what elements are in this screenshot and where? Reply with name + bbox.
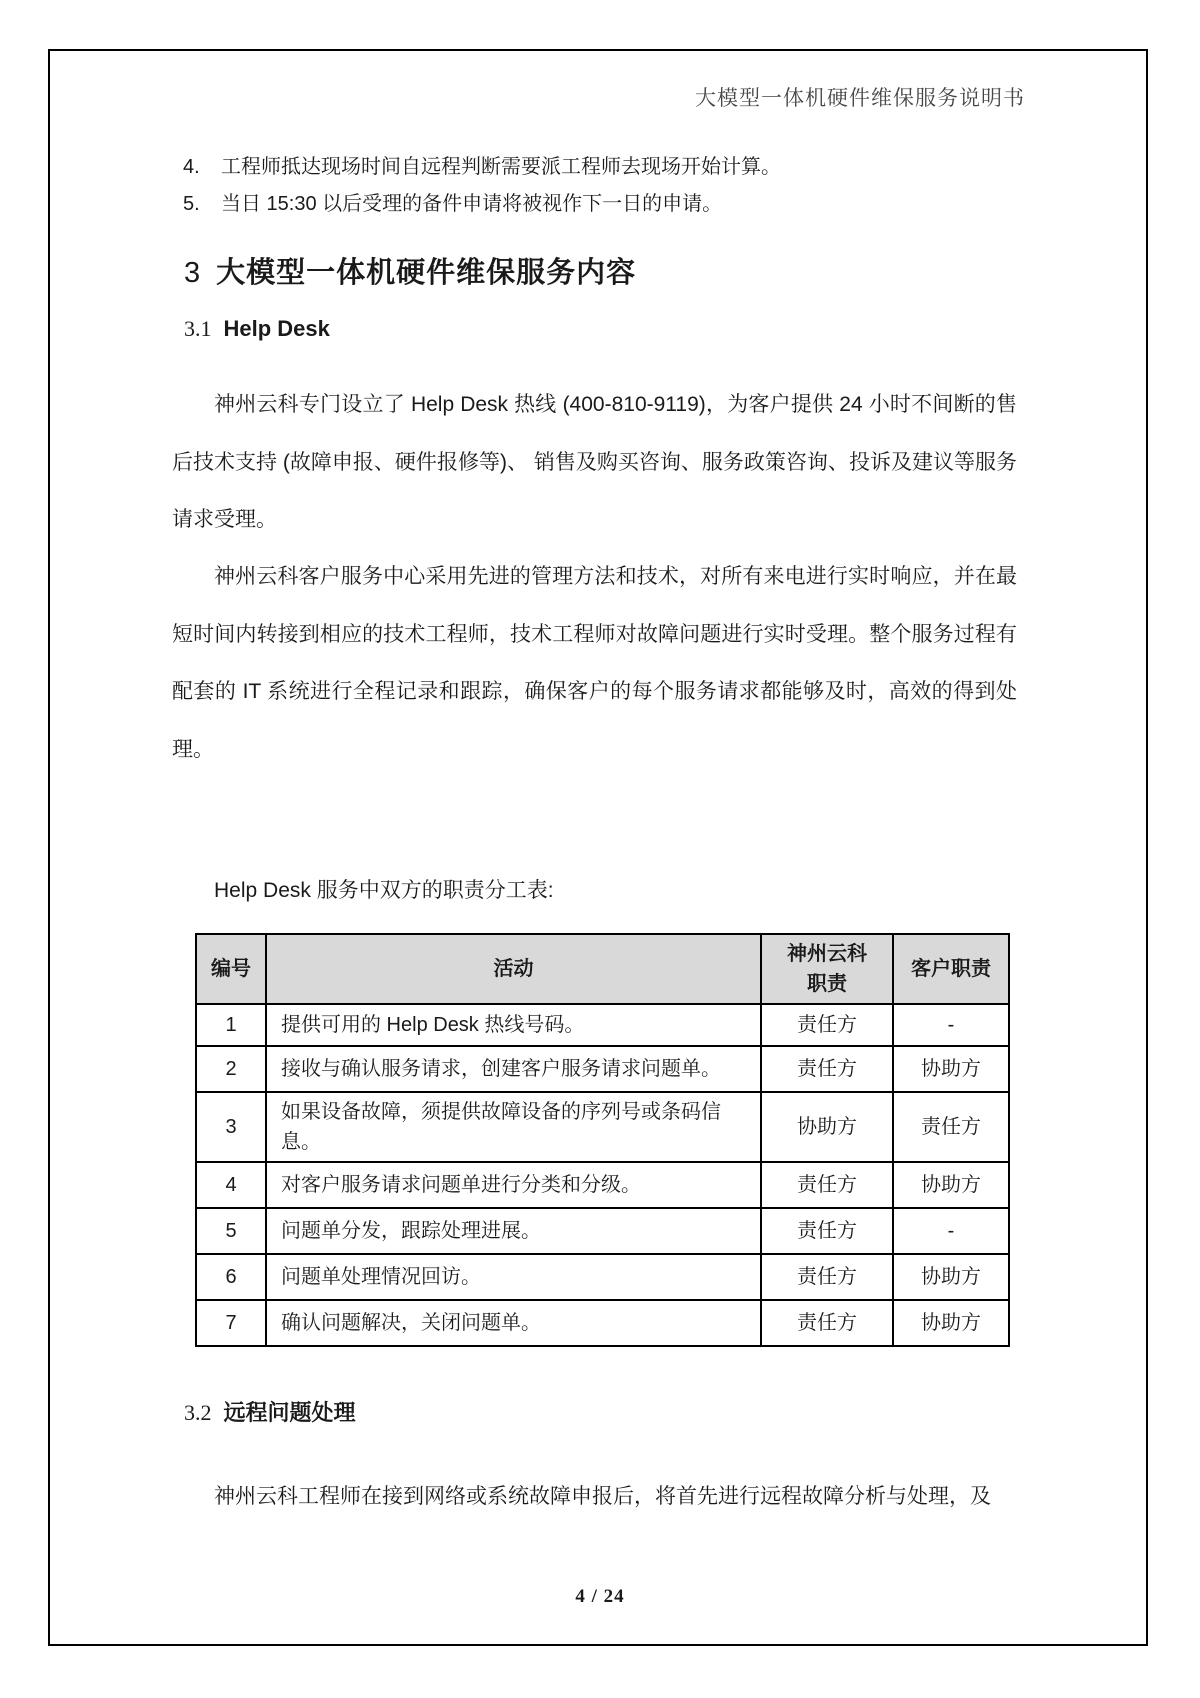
col-header-dk-duty xyxy=(761,934,893,1004)
cell-number: 1 xyxy=(196,1004,266,1046)
cell-number: 5 xyxy=(196,1208,266,1254)
cell-customer-duty: 协助方 xyxy=(893,1046,1009,1092)
paragraph-remote-handling: 神州云科工程师在接到网络或系统故障申报后，将首先进行远程故障分析与处理，及 xyxy=(214,1485,991,1508)
subsection-3-1-number: 3.1 xyxy=(184,316,212,341)
cell-number: 2 xyxy=(196,1046,266,1092)
cell-dk-duty: 责任方 xyxy=(761,1208,893,1254)
col-header-activity: 活动 xyxy=(266,934,761,1004)
section-3-number: 3 xyxy=(184,257,201,289)
table-row xyxy=(196,1092,1009,1162)
cell-activity: 问题单处理情况回访。 xyxy=(266,1254,761,1300)
cell-customer-duty: - xyxy=(893,1208,1009,1254)
list-item-5-number: 5. xyxy=(183,193,200,215)
list-item-5 xyxy=(183,187,1013,216)
table-row xyxy=(196,1254,1009,1300)
col-header-dk-duty-line2: 职责 xyxy=(807,973,847,995)
section-heading-3 xyxy=(184,250,636,291)
list-item-4 xyxy=(183,150,1013,179)
cell-dk-duty: 协助方 xyxy=(761,1092,893,1162)
cell-dk-duty: 责任方 xyxy=(761,1254,893,1300)
table-row xyxy=(196,1046,1009,1092)
cell-customer-duty: 协助方 xyxy=(893,1162,1009,1208)
subsection-heading-3-1 xyxy=(184,316,330,342)
document-header-title: 大模型一体机硬件维保服务说明书 xyxy=(695,86,1025,110)
cell-activity: 确认问题解决，关闭问题单。 xyxy=(266,1300,761,1346)
col-header-dk-duty-line1: 神州云科 xyxy=(787,943,867,965)
cell-number: 3 xyxy=(196,1092,266,1162)
subsection-3-2-number: 3.2 xyxy=(184,1400,212,1425)
cell-dk-duty: 责任方 xyxy=(761,1004,893,1046)
cell-activity: 接收与确认服务请求，创建客户服务请求问题单。 xyxy=(266,1046,761,1092)
cell-number: 7 xyxy=(196,1300,266,1346)
cell-dk-duty: 责任方 xyxy=(761,1046,893,1092)
cell-customer-duty: 协助方 xyxy=(893,1300,1009,1346)
page-number: 4 / 24 xyxy=(575,1586,625,1607)
section-3-title: 大模型一体机硬件维保服务内容 xyxy=(216,257,637,289)
cell-customer-duty: - xyxy=(893,1004,1009,1046)
table-row xyxy=(196,1208,1009,1254)
cell-activity: 对客户服务请求问题单进行分类和分级。 xyxy=(266,1162,761,1208)
cell-dk-duty: 责任方 xyxy=(761,1300,893,1346)
subsection-3-1-title: Help Desk xyxy=(223,316,330,341)
table-row xyxy=(196,1162,1009,1208)
cell-number: 6 xyxy=(196,1254,266,1300)
subsection-3-2-title: 远程问题处理 xyxy=(223,1400,356,1425)
subsection-heading-3-2 xyxy=(184,1396,356,1427)
list-item-4-number: 4. xyxy=(183,156,200,178)
cell-activity: 如果设备故障，须提供故障设备的序列号或条码信息。 xyxy=(266,1092,761,1162)
list-item-4-text: 工程师抵达现场时间自远程判断需要派工程师去现场开始计算。 xyxy=(221,156,781,178)
paragraph-service-center: 神州云科客户服务中心采用先进的管理方法和技术，对所有来电进行实时响应，并在最短时间内转接到相应的技术工程师，技术工程师对故障问题进行实时受理。整个服务过程有配套的 IT 系统进行全程记录和跟踪，确保客户的每个服务请求都能够及时，高效的得到处理。 xyxy=(172,565,1017,761)
col-header-number: 编号 xyxy=(196,934,266,1004)
cell-number: 4 xyxy=(196,1162,266,1208)
col-header-customer-duty: 客户职责 xyxy=(893,934,1009,1004)
cell-activity: 提供可用的 Help Desk 热线号码。 xyxy=(266,1004,761,1046)
table-header-row xyxy=(196,934,1009,1004)
helpdesk-duty-table xyxy=(195,933,1010,1347)
table-row xyxy=(196,1300,1009,1346)
cell-dk-duty: 责任方 xyxy=(761,1162,893,1208)
paragraph-helpdesk-hotline: 神州云科专门设立了 Help Desk 热线 (400-810-9119)，为客户提供 24 小时不间断的售后技术支持 (故障申报、硬件报修等)、 销售及购买咨询、服务政策咨询、投诉及建议等服务请求受理。 xyxy=(172,393,1017,531)
cell-customer-duty: 责任方 xyxy=(893,1092,1009,1162)
cell-activity: 问题单分发，跟踪处理进展。 xyxy=(266,1208,761,1254)
table-caption: Help Desk 服务中双方的职责分工表: xyxy=(214,879,554,902)
cell-customer-duty: 协助方 xyxy=(893,1254,1009,1300)
list-item-5-text: 当日 15:30 以后受理的备件申请将被视作下一日的申请。 xyxy=(221,193,723,215)
table-row xyxy=(196,1004,1009,1046)
